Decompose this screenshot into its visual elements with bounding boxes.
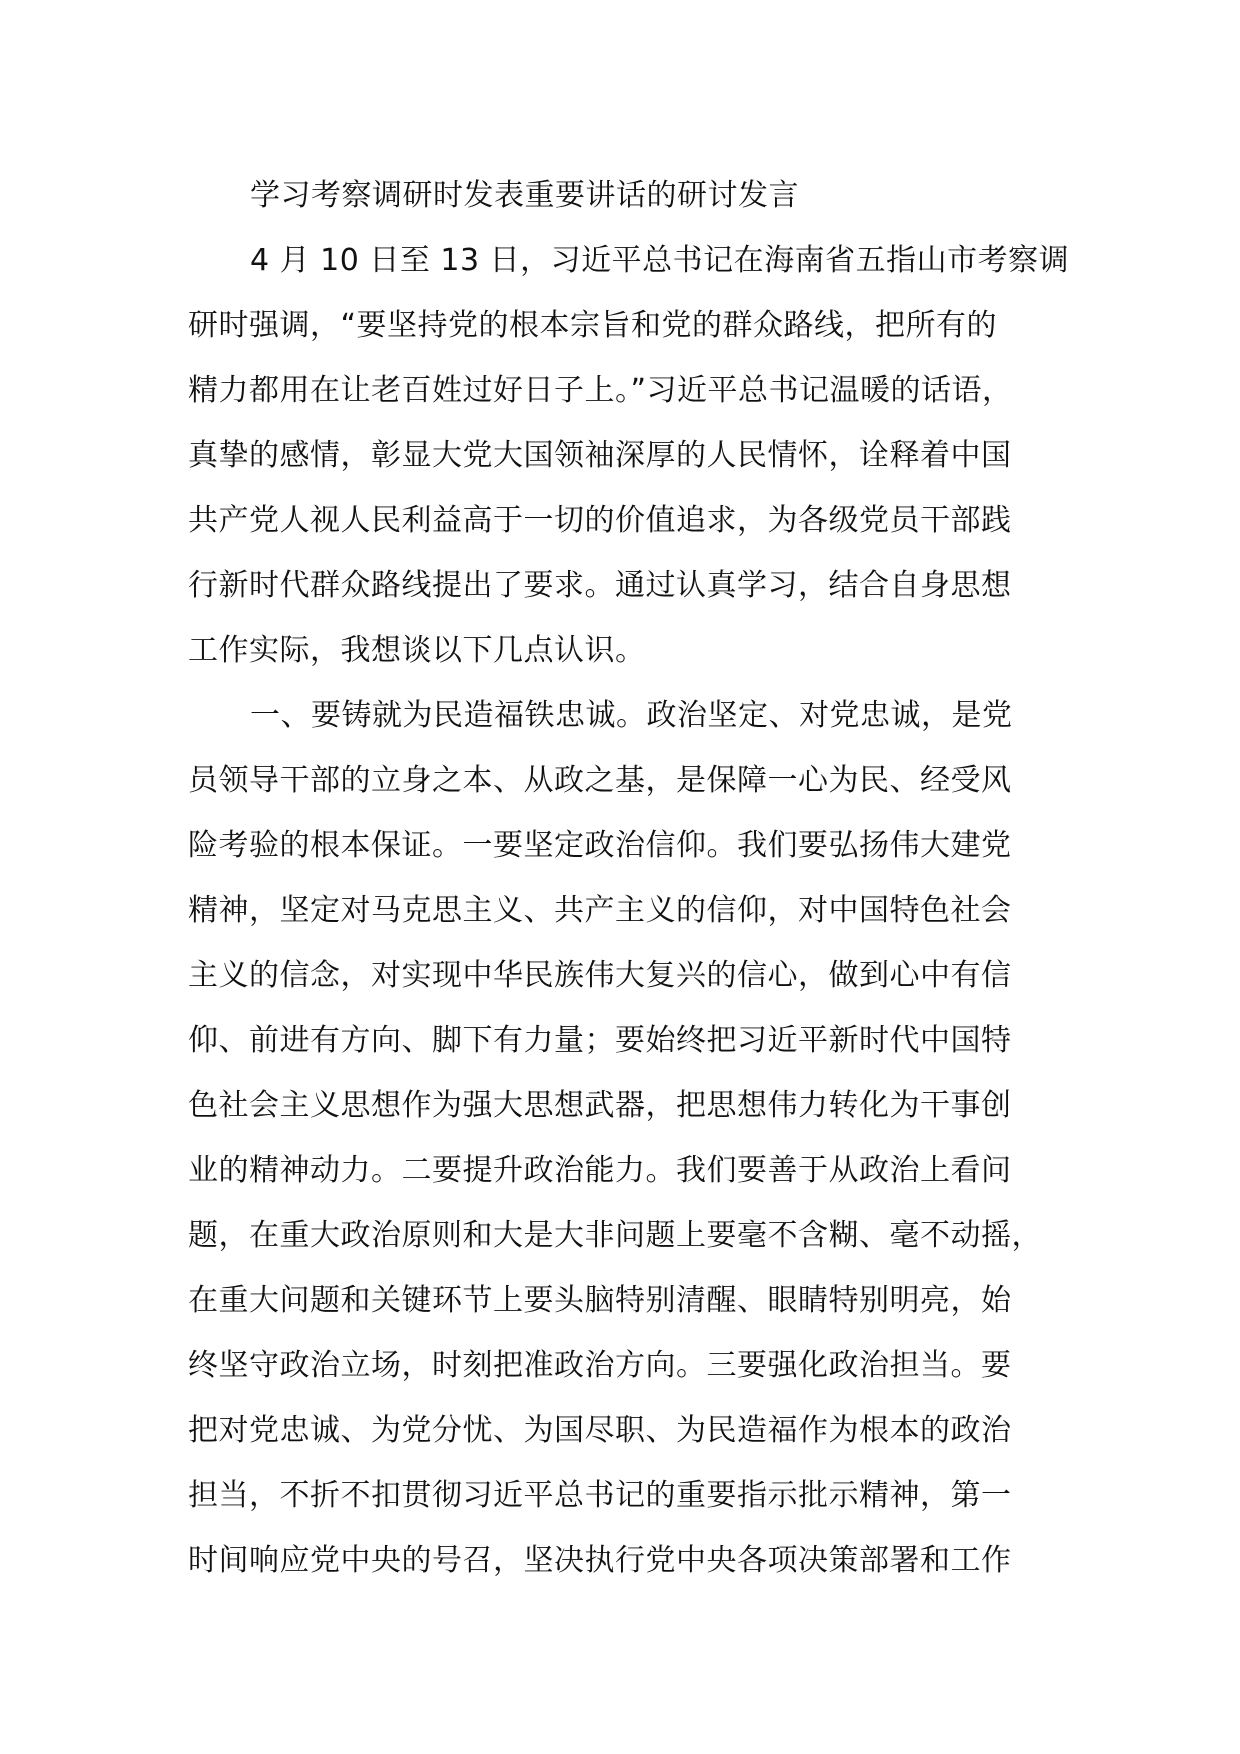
body-line: 色社会主义思想作为强大思想武器，把思想伟力转化为干事创 <box>188 1088 1012 1123</box>
body-line: 真挚的感情，彰显大党大国领袖深厚的人民情怀，诠释着中国 <box>188 438 1012 473</box>
body-line: 时间响应党中央的号召，坚决执行党中央各项决策部署和工作 <box>188 1543 1012 1578</box>
body-line: 险考验的根本保证。一要坚定政治信仰。我们要弘扬伟大建党 <box>188 828 1012 863</box>
body-line: 共产党人视人民利益高于一切的价值追求，为各级党员干部践 <box>188 503 1012 538</box>
body-line: 把对党忠诚、为党分忧、为国尽职、为民造福作为根本的政治 <box>188 1413 1012 1448</box>
body-line: 业的精神动力。二要提升政治能力。我们要善于从政治上看问 <box>188 1153 1012 1188</box>
body-line: 终坚守政治立场，时刻把准政治方向。三要强化政治担当。要 <box>188 1348 1012 1383</box>
body-line: 仰、前进有方向、脚下有力量；要始终把习近平新时代中国特 <box>188 1023 1012 1058</box>
body-line: 担当，不折不扣贯彻习近平总书记的重要指示批示精神，第一 <box>188 1478 1012 1513</box>
body-line: 主义的信念，对实现中华民族伟大复兴的信心，做到心中有信 <box>188 958 1012 993</box>
body-line: 研时强调，“要坚持党的根本宗旨和党的群众路线，把所有的 <box>188 308 998 343</box>
body-line: 一、要铸就为民造福铁忠诚。政治坚定、对党忠诚，是党 <box>250 698 1013 733</box>
body-line: 工作实际，我想谈以下几点认识。 <box>188 633 646 668</box>
body-line: 精力都用在让老百姓过好日子上。”习近平总书记温暖的话语， <box>188 373 1013 408</box>
body-line: 题，在重大政治原则和大是大非问题上要毫不含糊、毫不动摇， <box>188 1218 1042 1253</box>
body-line: 行新时代群众路线提出了要求。通过认真学习，结合自身思想 <box>188 568 1012 603</box>
body-line: 精神，坚定对马克思主义、共产主义的信仰，对中国特色社会 <box>188 893 1012 928</box>
body-line: 4 月 10 日至 13 日，习近平总书记在海南省五指山市考察调 <box>250 243 1070 278</box>
body-line: 在重大问题和关键环节上要头脑特别清醒、眼睛特别明亮，始 <box>188 1283 1012 1318</box>
body-line: 员领导干部的立身之本、从政之基，是保障一心为民、经受风 <box>188 763 1012 798</box>
document-title: 学习考察调研时发表重要讲话的研讨发言 <box>250 178 799 213</box>
